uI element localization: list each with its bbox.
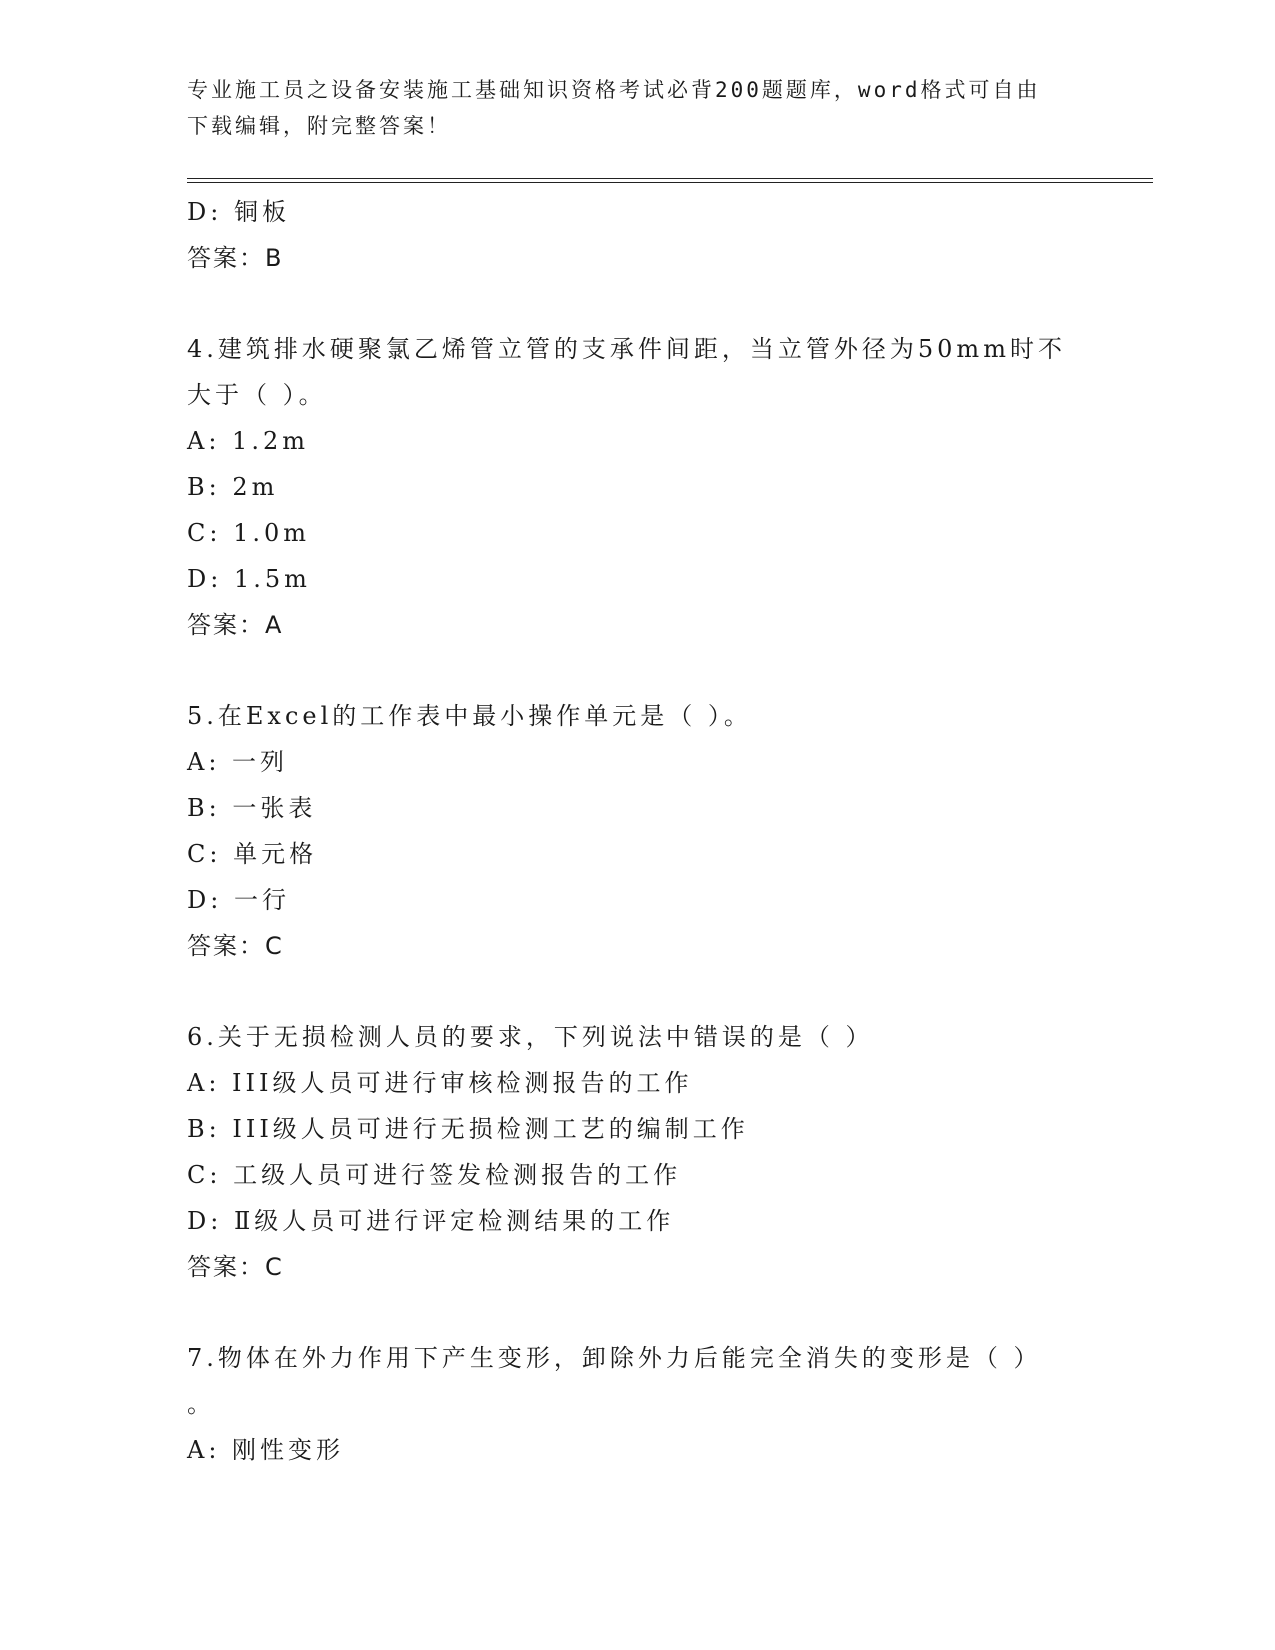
- document-header: [187, 72, 1067, 144]
- answer: 答案：A: [187, 611, 284, 639]
- header-line-1: 专业施工员之设备安装施工基础知识资格考试必背200题题库，word格式可自由: [187, 78, 1041, 102]
- question-stem: 4.建筑排水硬聚氯乙烯管立管的支承件间距，当立管外径为50mm时不: [187, 335, 1066, 363]
- answer: 答案：C: [187, 1253, 284, 1281]
- option-b: B: III级人员可进行无损检测工艺的编制工作: [187, 1115, 749, 1143]
- option-a: A: 刚性变形: [187, 1436, 345, 1464]
- question-7: [187, 1335, 1087, 1473]
- option-d: D: 一行: [187, 886, 290, 914]
- option-a: A: 一列: [187, 748, 289, 776]
- option-c: C: 1.0m: [187, 519, 311, 547]
- option-b: B: 2m: [187, 473, 279, 501]
- header-divider-top: [187, 178, 1153, 179]
- option-a: A: 1.2m: [187, 427, 309, 455]
- option-d: D: 铜板: [187, 198, 290, 226]
- option-b: B: 一张表: [187, 794, 317, 822]
- question-list: [187, 189, 1087, 1473]
- question-5: [187, 693, 1087, 969]
- header-line-2: 下载编辑，附完整答案！: [187, 114, 451, 138]
- question-stem: 6.关于无损检测人员的要求，下列说法中错误的是（ ）: [187, 1023, 874, 1051]
- answer: 答案：C: [187, 932, 284, 960]
- question-4: [187, 326, 1087, 648]
- option-d: D: Ⅱ级人员可进行评定检测结果的工作: [187, 1207, 675, 1235]
- option-c: C: 工级人员可进行签发检测报告的工作: [187, 1161, 682, 1189]
- header-divider-bottom: [187, 182, 1153, 183]
- answer: 答案：B: [187, 244, 284, 272]
- option-c: C: 单元格: [187, 840, 318, 868]
- question-stem: 5.在Excel的工作表中最小操作单元是（ ）。: [187, 702, 752, 730]
- question-stem-cont: 大于（ ）。: [187, 381, 327, 409]
- question-stem: 7.物体在外力作用下产生变形，卸除外力后能完全消失的变形是（ ）: [187, 1344, 1042, 1372]
- question-stem-cont: 。: [187, 1390, 215, 1418]
- question-3-fragment: [187, 189, 1087, 281]
- question-6: [187, 1014, 1087, 1290]
- option-a: A: III级人员可进行审核检测报告的工作: [187, 1069, 693, 1097]
- option-d: D: 1.5m: [187, 565, 311, 593]
